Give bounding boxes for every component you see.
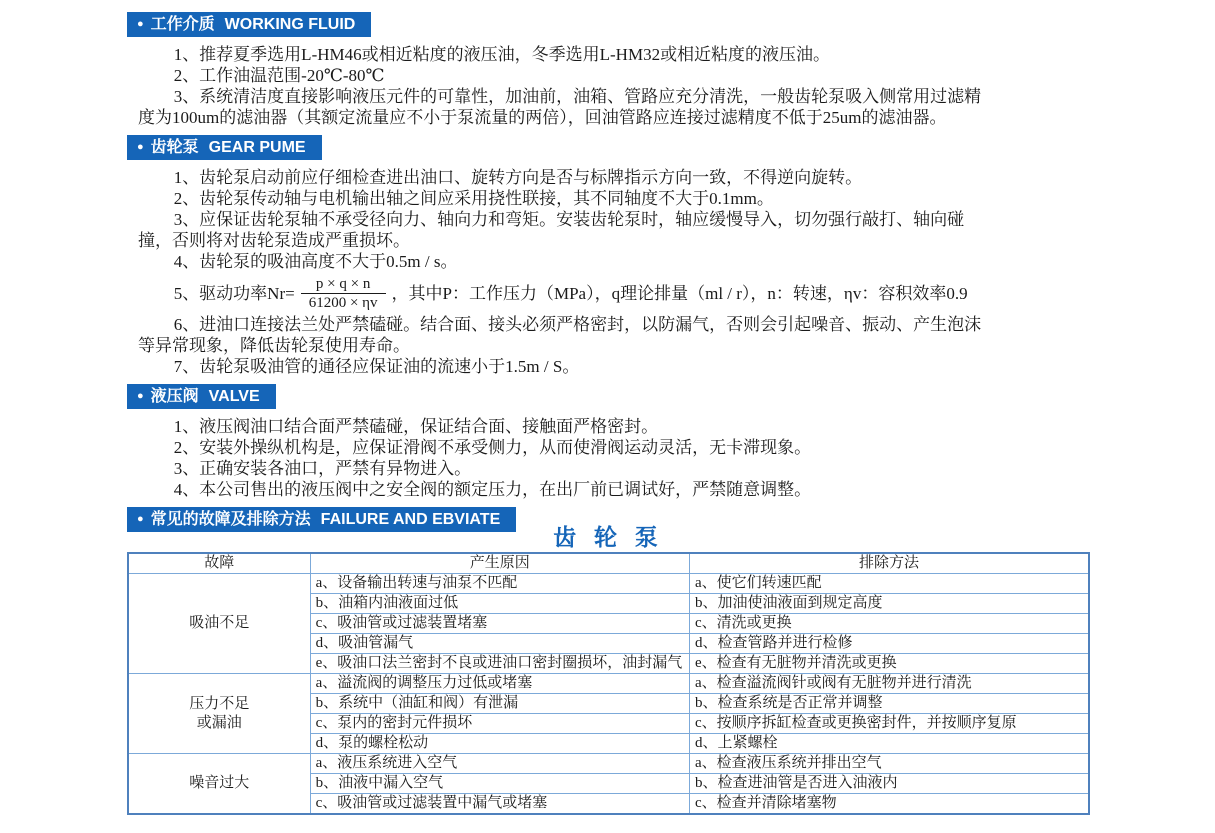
fault-cell (128, 574, 310, 674)
cause-cell: c、吸油管或过滤装置中漏气或堵塞 (310, 794, 689, 815)
remedy-cell: b、加油使油液面到规定高度 (689, 594, 1089, 614)
section-badge-valve (127, 384, 276, 409)
cause-cell: b、系统中（油缸和阀）有泄漏 (310, 694, 689, 714)
bullet-icon: ● (137, 141, 144, 153)
fault-remedy-table (127, 552, 1090, 815)
remedy-cell: d、上紧螺栓 (689, 734, 1089, 754)
remedy-cell: b、检查进油管是否进入油液内 (689, 774, 1089, 794)
fault-label: 压力不足 (189, 695, 250, 712)
fault-cell (128, 754, 310, 815)
instruction-item: 7、齿轮泵吸油管的通径应保证油的流速小于1.5m / S。 (173, 357, 580, 376)
instruction-item: 1、推荐夏季选用L-HM46或相近粘度的液压油，冬季选用L-HM32或相近粘度的液压油。 (173, 45, 831, 64)
remedy-cell: a、检查液压系统并排出空气 (689, 754, 1089, 774)
section-working-fluid (127, 12, 1215, 128)
instruction-item: 3、正确安装各油口，严禁有异物进入。 (173, 459, 472, 478)
instruction-item: 2、齿轮泵传动轴与电机输出轴之间应采用挠性联接，其不同轴度不大于0.1mm。 (173, 189, 774, 208)
cause-cell: c、泵内的密封元件损坏 (310, 714, 689, 734)
instruction-item: 2、工作油温范围-20℃-80℃ (173, 66, 385, 85)
bullet-icon: ● (137, 390, 144, 402)
formula-fraction (301, 275, 386, 312)
instruction-item: 3、系统清洁度直接影响液压元件的可靠性，加油前，油箱、管路应充分清洗，一般齿轮泵吸入侧常用过滤精度为100um的滤油器（其额定流量应不小于泵流量的两倍），回油管路应连接过滤精度不低于25um的滤油器。 (138, 87, 982, 127)
remedy-cell: c、检查并清除堵塞物 (689, 794, 1089, 815)
instruction-item: 4、齿轮泵的吸油高度不大于0.5m / s。 (173, 252, 458, 271)
section-body (138, 416, 988, 500)
formula-prefix: 5、驱动功率Nr= (173, 283, 295, 303)
badge-title-cn: 工作介质 (150, 16, 215, 33)
table-title-gear-pump: 齿 轮 泵 (553, 525, 664, 550)
remedy-cell: b、检查系统是否正常并调整 (689, 694, 1089, 714)
instruction-item: 3、应保证齿轮泵轴不承受径向力、轴向力和弯矩。安装齿轮泵时，轴应缓慢导入，切勿强行敲打、轴向碰撞，否则将对齿轮泵造成严重损坏。 (138, 210, 965, 250)
remedy-cell: d、检查管路并进行检修 (689, 634, 1089, 654)
table-row (128, 574, 1089, 594)
section-badge-working-fluid (127, 12, 371, 37)
table-row (128, 674, 1089, 694)
section-body (138, 44, 988, 128)
badge-title-cn: 液压阀 (150, 388, 199, 405)
cause-cell: c、吸油管或过滤装置堵塞 (310, 614, 689, 634)
section-badge-gear-pump (127, 135, 322, 160)
remedy-cell: c、按顺序拆缸检查或更换密封件，并按顺序复原 (689, 714, 1089, 734)
header-cell-remedy: 排除方法 (689, 553, 1089, 574)
bullet-icon: ● (137, 18, 144, 30)
table-header-row (128, 553, 1089, 574)
instruction-item: 6、进油口连接法兰处严禁磕碰。结合面、接头必须严格密封，以防漏气，否则会引起噪音、振动、产生泡沫等异常现象，降低齿轮泵使用寿命。 (138, 315, 982, 355)
instruction-item: 2、安装外操纵机构是，应保证滑阀不承受侧力，从而使滑阀运动灵活，无卡滞现象。 (173, 438, 812, 457)
fault-cell (128, 674, 310, 754)
badge-title-en: VALVE (208, 388, 260, 405)
instruction-item: 1、齿轮泵启动前应仔细检查进出油口、旋转方向是否与标牌指示方向一致，不得逆向旋转。 (173, 168, 863, 187)
cause-cell: a、溢流阀的调整压力过低或堵塞 (310, 674, 689, 694)
section-failure (127, 507, 1215, 815)
badge-title-en: FAILURE AND EBVIATE (320, 511, 501, 528)
instruction-item: 1、液压阀油口结合面严禁磕碰，保证结合面、接触面严格密封。 (173, 417, 659, 436)
cause-cell: d、吸油管漏气 (310, 634, 689, 654)
cause-cell: d、泵的螺栓松动 (310, 734, 689, 754)
instruction-item: 4、本公司售出的液压阀中之安全阀的额定压力，在出厂前已调试好，严禁随意调整。 (173, 480, 812, 499)
fraction-numerator: p × q × n (315, 275, 371, 292)
bullet-icon: ● (137, 513, 144, 525)
remedy-cell: c、清洗或更换 (689, 614, 1089, 634)
remedy-cell: e、检查有无脏物并清洗或更换 (689, 654, 1089, 674)
badge-title-en: GEAR PUME (208, 139, 306, 156)
section-body (138, 167, 988, 377)
badge-title-en: WORKING FLUID (224, 16, 356, 33)
remedy-cell: a、使它们转速匹配 (689, 574, 1089, 594)
section-valve (127, 384, 1215, 500)
fault-label: 吸油不足 (189, 615, 250, 631)
formula-suffix: ，其中P：工作压力（MPa），q理论排量（ml / r），n：转速，ηv：容积效率0.9 (391, 283, 968, 303)
header-cell-fault: 故障 (128, 553, 310, 574)
remedy-cell: a、检查溢流阀针或阀有无脏物并进行清洗 (689, 674, 1089, 694)
cause-cell: a、设备输出转速与油泵不匹配 (310, 574, 689, 594)
cause-cell: b、油液中漏入空气 (310, 774, 689, 794)
section-gear-pump (127, 135, 1215, 377)
fault-label: 噪音过大 (189, 775, 250, 791)
cause-cell: a、液压系统进入空气 (310, 754, 689, 774)
fraction-denominator: 61200 × ηv (301, 293, 386, 312)
table-row (128, 754, 1089, 774)
drive-power-formula (138, 272, 988, 314)
header-cell-cause: 产生原因 (310, 553, 689, 574)
badge-title-cn: 齿轮泵 (150, 139, 199, 156)
cause-cell: b、油箱内油液面过低 (310, 594, 689, 614)
cause-cell: e、吸油口法兰密封不良或进油口密封圈损坏，油封漏气 (310, 654, 689, 674)
fault-label: 或漏油 (196, 714, 242, 731)
badge-title-cn: 常见的故障及排除方法 (150, 511, 311, 528)
section-badge-failure (127, 507, 516, 532)
